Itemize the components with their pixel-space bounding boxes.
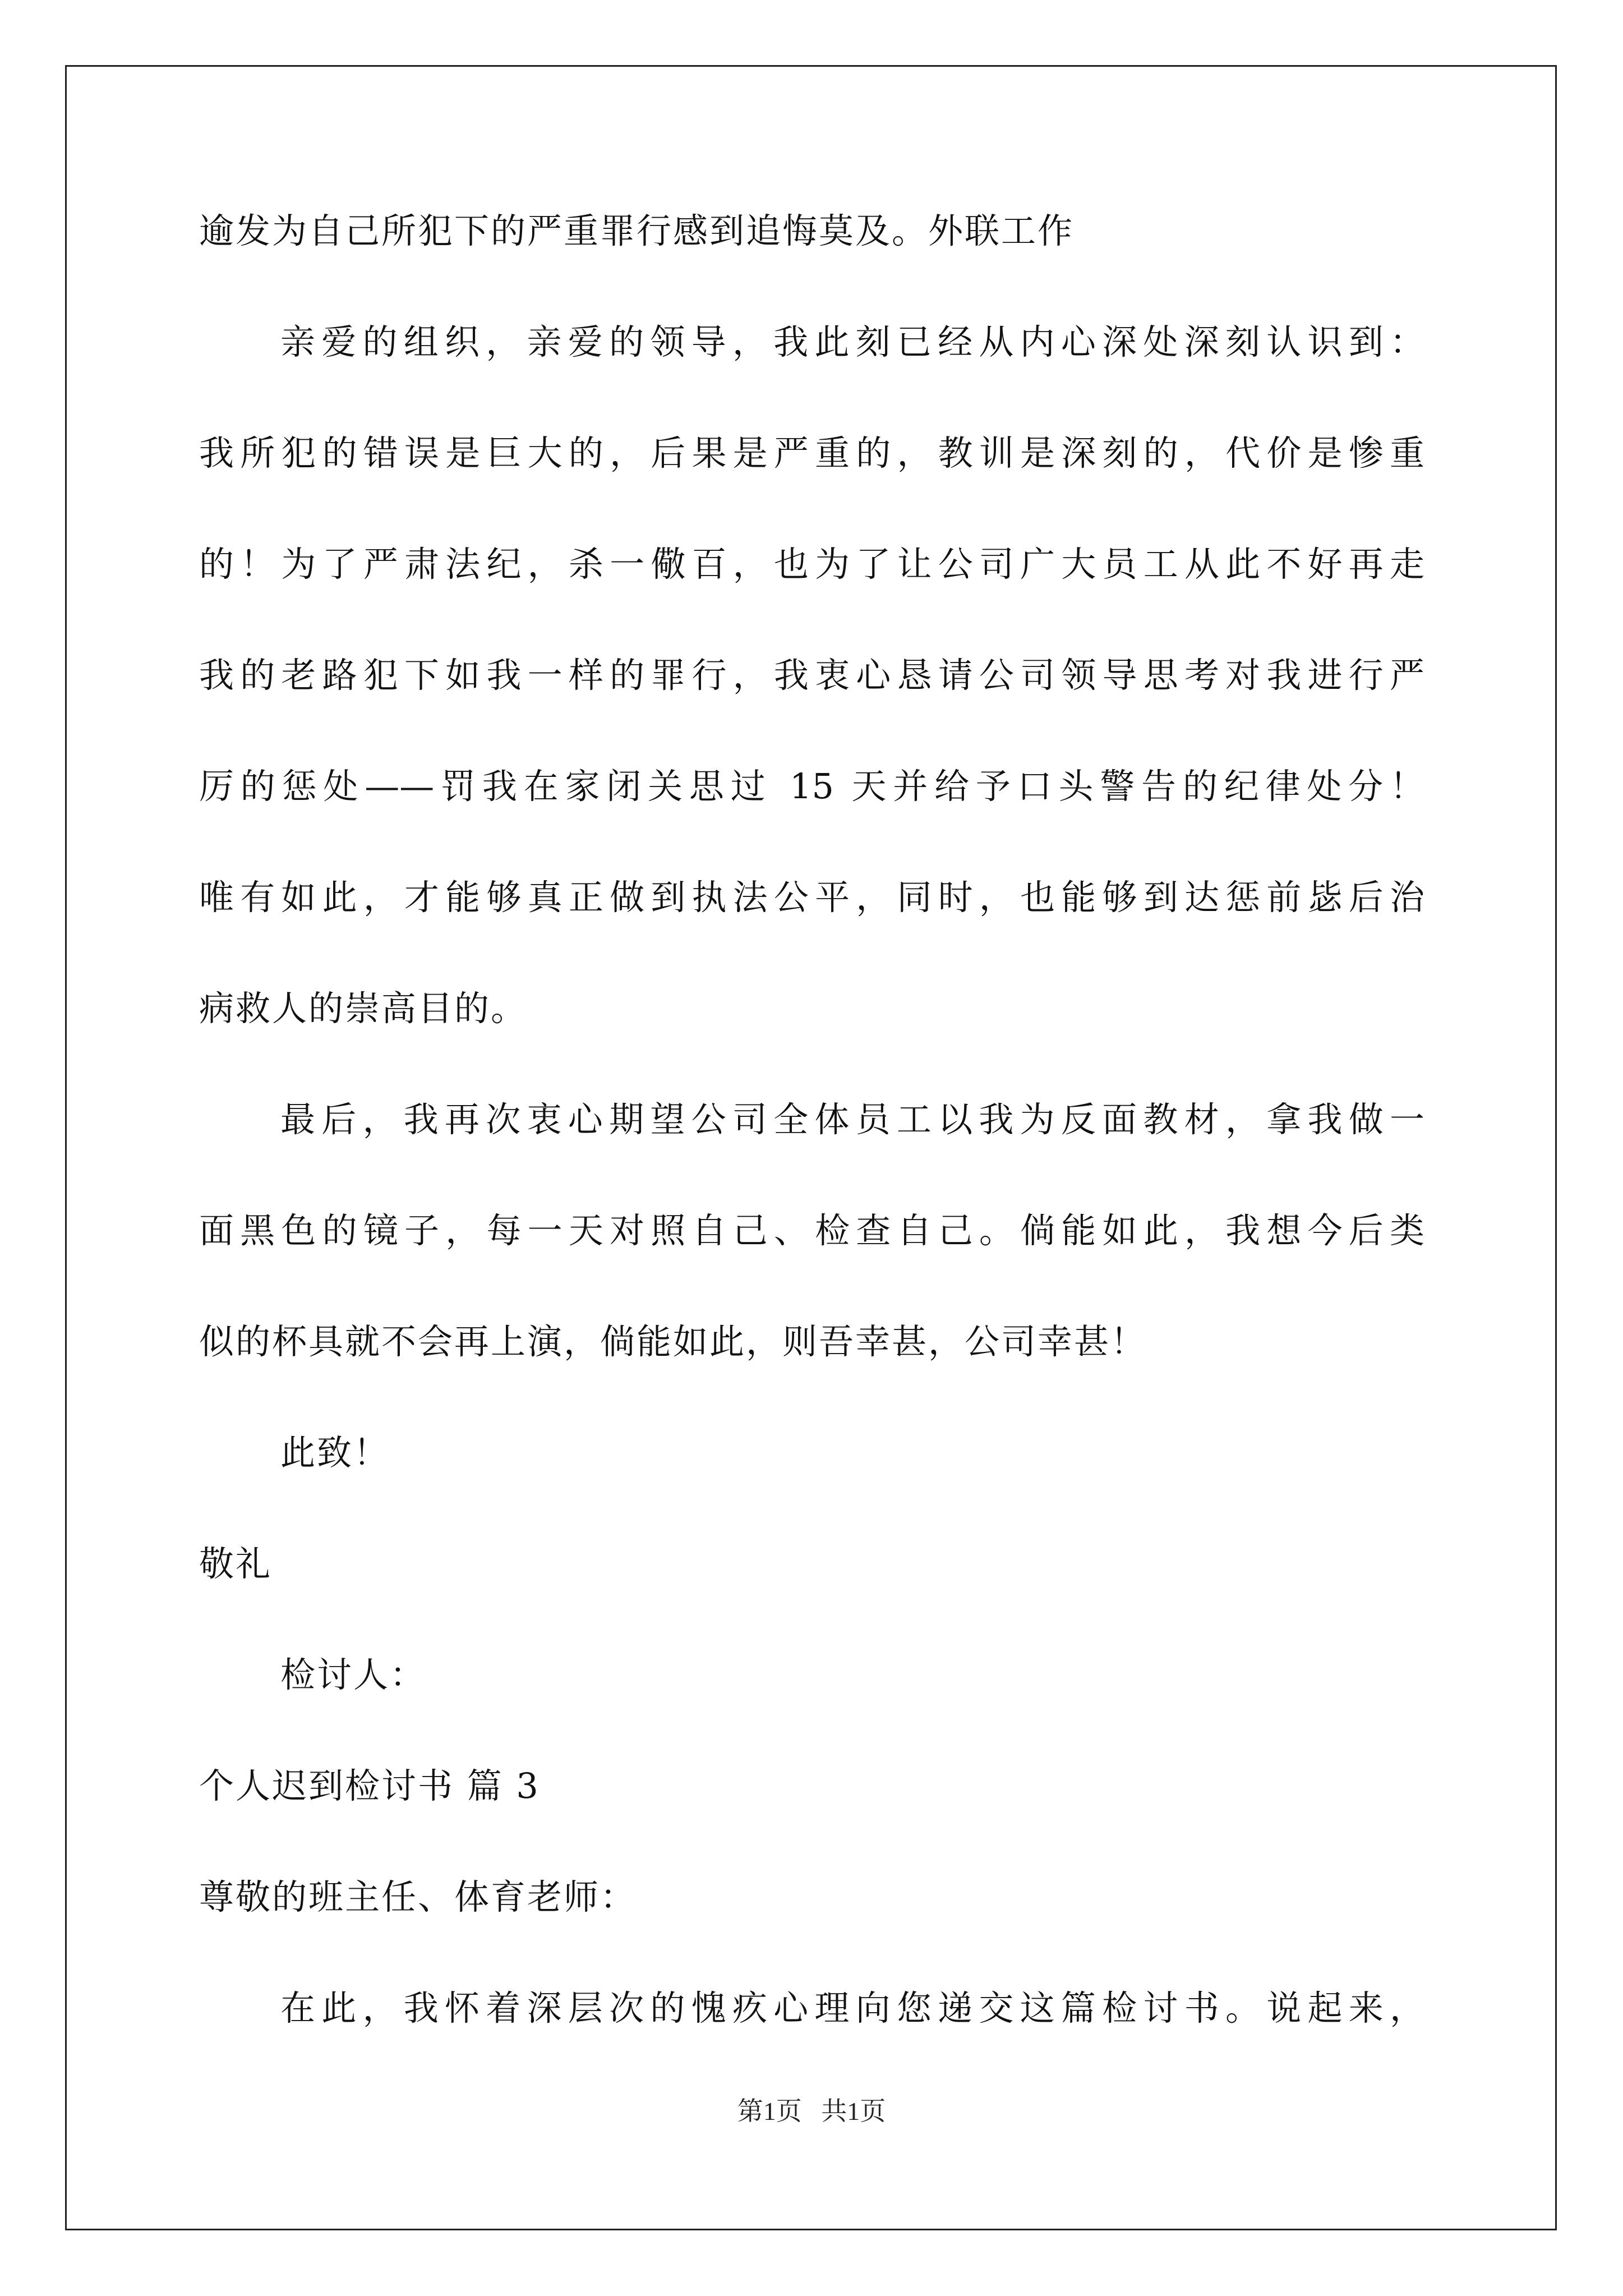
section-heading: 个人迟到检讨书 篇 3 xyxy=(199,1765,540,1806)
text-line-1: 逾发为自己所犯下的严重罪行感到追悔莫及。外联工作 xyxy=(199,210,1075,251)
text-line-2: 亲爱的组织，亲爱的领导，我此刻已经从内心深处深刻认识到： xyxy=(280,321,1424,362)
text-line-7: 唯有如此，才能够真正做到执法公平，同时，也能够到达惩前毖后治 xyxy=(199,877,1424,918)
text-line-6: 厉的惩处——罚我在家闭关思过 15 天并给予口头警告的纪律处分！ xyxy=(199,766,1424,807)
text-line-3: 我所犯的错误是巨大的，后果是严重的，教训是深刻的，代价是惨重 xyxy=(199,432,1424,473)
text-line-10: 面黑色的镜子，每一天对照自己、检查自己。倘能如此，我想今后类 xyxy=(199,1210,1424,1251)
recipient-greeting: 尊敬的班主任、体育老师： xyxy=(199,1876,637,1917)
text-line-11: 似的杯具就不会再上演，倘能如此，则吾幸甚，公司幸甚！ xyxy=(199,1321,1147,1362)
signature-label: 检讨人： xyxy=(280,1654,427,1695)
text-line-8: 病救人的崇高目的。 xyxy=(199,988,528,1029)
closing-salutation: 此致！ xyxy=(280,1432,390,1473)
text-line-4: 的！为了严肃法纪，杀一儆百，也为了让公司广大员工从此不好再走 xyxy=(199,544,1424,585)
text-line-17: 在此，我怀着深层次的愧疚心理向您递交这篇检讨书。说起来， xyxy=(280,1987,1424,2028)
closing-regards: 敬礼 xyxy=(199,1543,273,1584)
page-footer: 第1页 共1页 xyxy=(737,2097,886,2125)
text-line-5: 我的老路犯下如我一样的罪行，我衷心恳请公司领导思考对我进行严 xyxy=(199,655,1424,696)
text-line-9: 最后，我再次衷心期望公司全体员工以我为反面教材，拿我做一 xyxy=(280,1099,1424,1140)
